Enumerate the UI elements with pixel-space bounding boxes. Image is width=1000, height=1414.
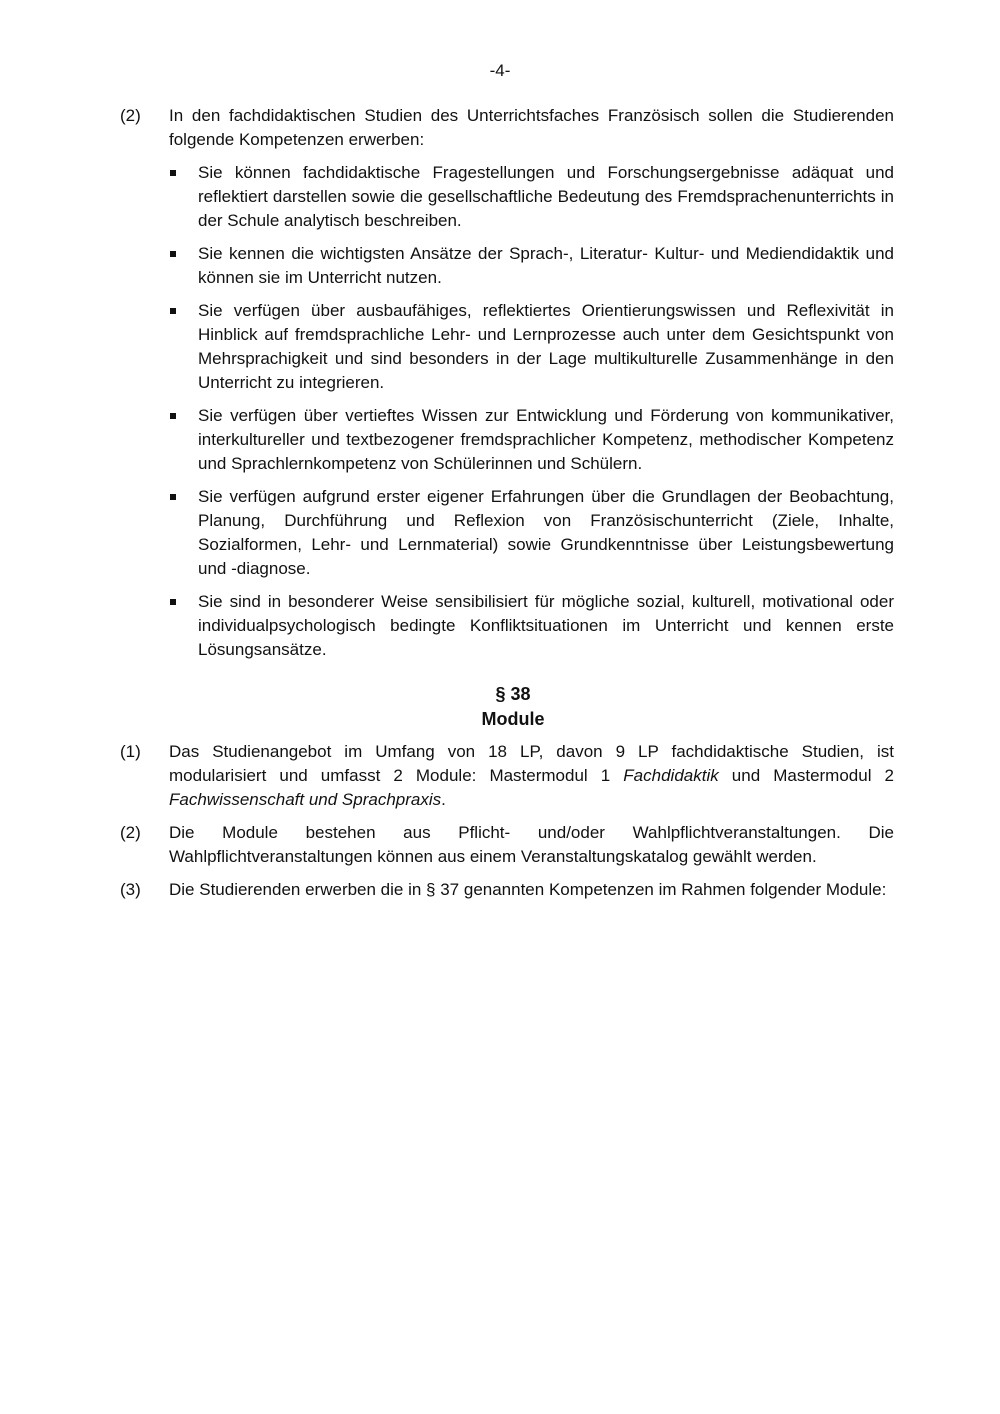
paragraph-number: (3) (120, 880, 141, 899)
list-item-text: Sie sind in besonderer Weise sensibilisiert für mögliche sozial, kulturell, motivational oder individualpsychologisch bedingte Konfliktsituationen im Unterricht und kennen erste Lösungsansätze. (198, 592, 894, 659)
paragraph-number: (2) (120, 106, 141, 125)
paragraph-text-part: Das Studienangebot im Umfang von 18 LP, davon 9 LP fachdidaktische Studien, ist modularisiert und umfasst 2 Module: Mastermodul 1 (169, 742, 894, 785)
square-bullet-icon (170, 494, 176, 500)
competences-paragraph (120, 104, 894, 152)
paragraph-text: Die Studierenden erwerben die in § 37 genannten Kompetenzen im Rahmen folgender Module: (169, 880, 887, 899)
paragraph-number: (1) (120, 742, 141, 761)
list-item (120, 242, 894, 290)
paragraph-text (169, 740, 894, 812)
list-item (120, 485, 894, 581)
list-item-text: Sie verfügen über ausbaufähiges, reflektiertes Orientierungswissen und Reflexivität in Hinblick auf fremdsprachliche Lehr- und Lernprozesse auch unter dem Gesichtspunkt von Mehrsprachigkeit und sind besonders in der Lage multikulturelle Zusammenhänge in den Unterricht zu integrieren. (198, 301, 894, 392)
paragraph-3 (120, 878, 894, 902)
competences-intro: In den fachdidaktischen Studien des Unterrichtsfaches Französisch sollen die Studierenden folgende Kompetenzen erwerben: (169, 106, 894, 149)
page-content (120, 104, 894, 902)
square-bullet-icon (170, 413, 176, 419)
module-name-fachwissenschaft: Fachwissenschaft und Sprachpraxis (169, 790, 442, 809)
square-bullet-icon (170, 308, 176, 314)
list-item (120, 590, 894, 662)
paragraph-number: (2) (120, 823, 141, 842)
section-number: § 38 (495, 684, 531, 704)
list-item (120, 299, 894, 395)
list-item (120, 404, 894, 476)
paragraph-1 (120, 740, 894, 812)
list-item-text: Sie verfügen aufgrund erster eigener Erfahrungen über die Grundlagen der Beobachtung, Planung, Durchführung und Reflexion von Französischunterricht (Ziele, Inhalte, Sozialformen, Lehr- und Lernmaterial) sowie Grundkenntnisse über Leistungsbewertung und -diagnose. (198, 487, 894, 578)
list-item-text: Sie verfügen über vertieftes Wissen zur Entwicklung und Förderung von kommunikativer, interkultureller und textbezogener fremdsprachlicher Kompetenz, methodischer Kompetenz und Sprachlernkompetenz von Schülerinnen und Schülern. (198, 406, 894, 473)
list-item (120, 161, 894, 233)
list-item-text: Sie können fachdidaktische Fragestellungen und Forschungsergebnisse adäquat und reflektiert darstellen sowie die gesellschaftliche Bedeutung des Fremdsprachenunterrichts in der Schule analytisch beschreiben. (198, 163, 894, 230)
section-title: Module (481, 709, 545, 729)
paragraph-text: Die Module bestehen aus Pflicht- und/oder Wahlpflichtveranstaltungen. Die Wahlpflichtveranstaltungen können aus einem Veranstaltungskatalog gewählt werden. (169, 823, 894, 866)
square-bullet-icon (170, 599, 176, 605)
page-number: -4- (489, 61, 511, 80)
competences-list (120, 161, 894, 662)
square-bullet-icon (170, 170, 176, 176)
module-name-fachdidaktik: Fachdidaktik (623, 766, 719, 785)
paragraph-2 (120, 821, 894, 869)
section-heading (120, 682, 894, 732)
list-item-text: Sie kennen die wichtigsten Ansätze der Sprach-, Literatur- Kultur- und Mediendidaktik und können sie im Unterricht nutzen. (198, 244, 894, 287)
paragraph-text-part: und Mastermodul 2 (718, 766, 895, 785)
square-bullet-icon (170, 251, 176, 257)
paragraph-text-part: . (441, 790, 446, 809)
